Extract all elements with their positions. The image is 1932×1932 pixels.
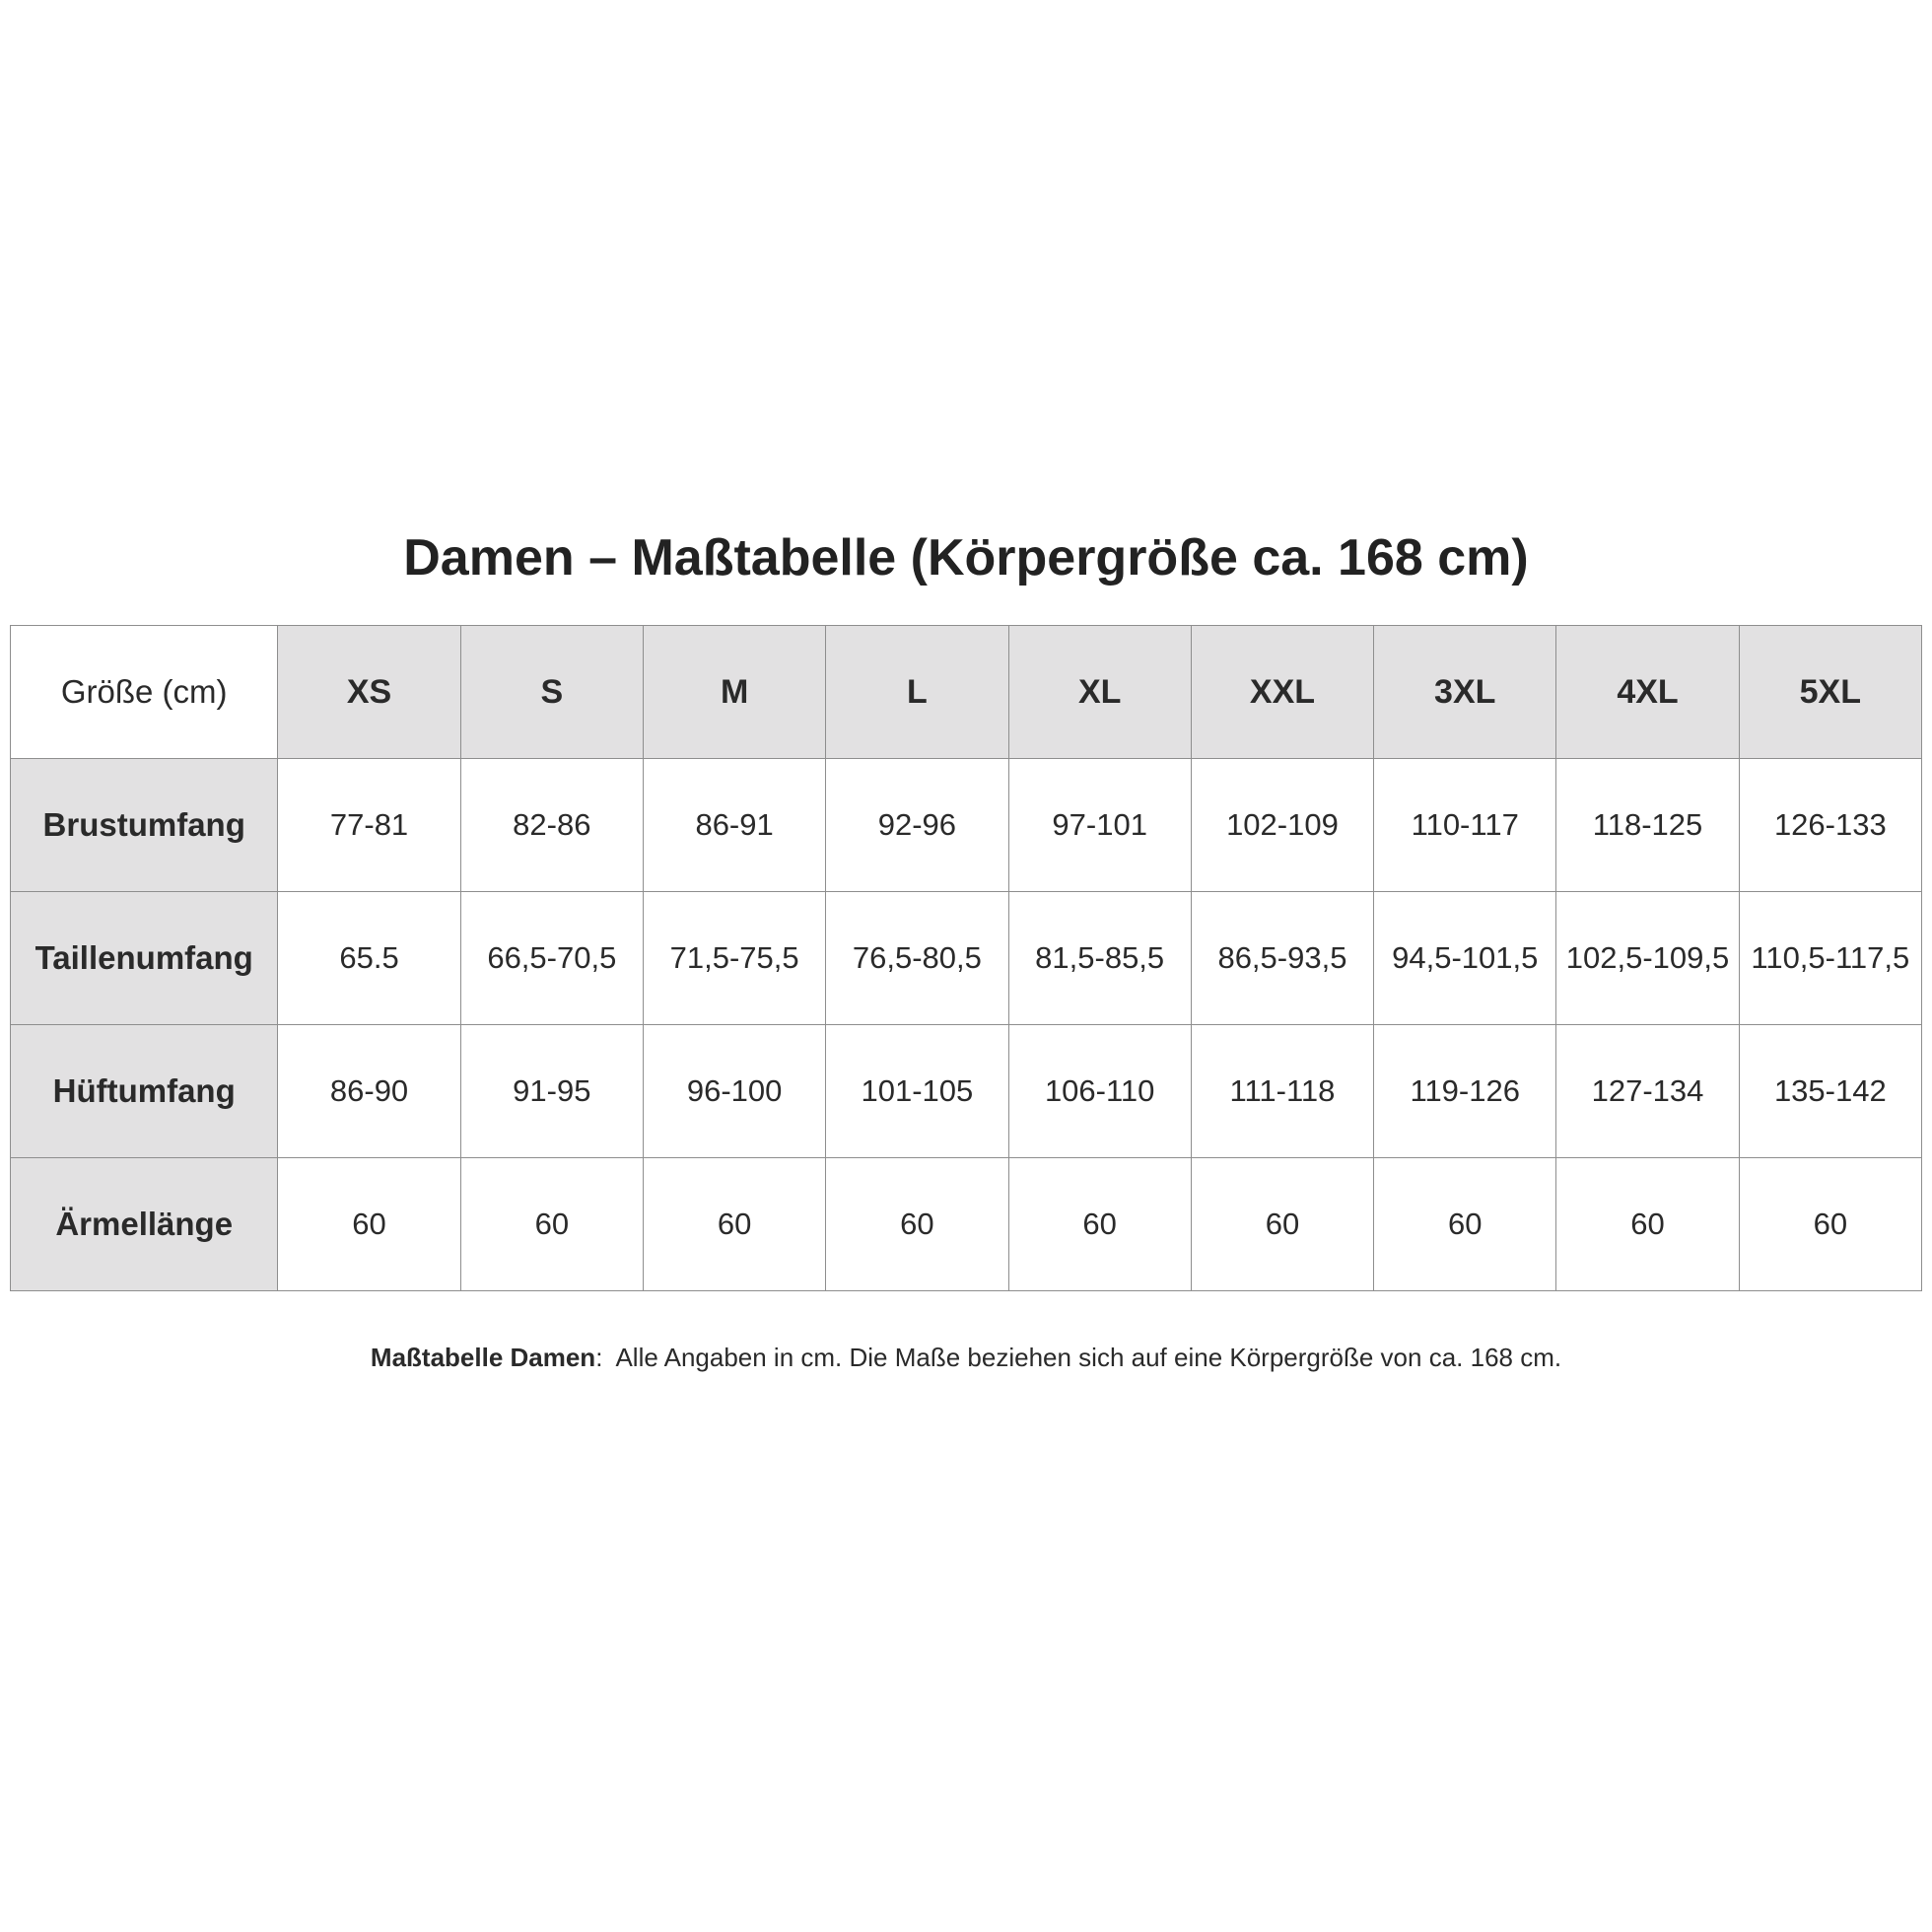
table-row (11, 759, 1922, 892)
table-cell: 60 (1008, 1158, 1191, 1291)
size-header: 4XL (1556, 626, 1739, 759)
table-cell: 66,5-70,5 (460, 892, 643, 1025)
table-cell: 60 (278, 1158, 460, 1291)
row-label: Brustumfang (11, 759, 278, 892)
size-header: XXL (1191, 626, 1373, 759)
table-cell: 86,5-93,5 (1191, 892, 1373, 1025)
table-cell: 135-142 (1739, 1025, 1921, 1158)
table-cell: 126-133 (1739, 759, 1921, 892)
table-cell: 92-96 (826, 759, 1008, 892)
table-cell: 60 (1556, 1158, 1739, 1291)
table-cell: 86-90 (278, 1025, 460, 1158)
table-cell: 91-95 (460, 1025, 643, 1158)
page-title: Damen – Maßtabelle (Körpergröße ca. 168 cm) (403, 529, 1529, 586)
table-cell: 102-109 (1191, 759, 1373, 892)
table-cell: 65.5 (278, 892, 460, 1025)
table-cell: 60 (1191, 1158, 1373, 1291)
row-label: Hüftumfang (11, 1025, 278, 1158)
footnote (0, 1341, 1932, 1374)
table-row (11, 1158, 1922, 1291)
size-header: 3XL (1374, 626, 1556, 759)
table-cell: 60 (1374, 1158, 1556, 1291)
table-cell: 94,5-101,5 (1374, 892, 1556, 1025)
table-cell: 71,5-75,5 (643, 892, 825, 1025)
size-chart-table (10, 625, 1922, 1291)
row-label: Taillenumfang (11, 892, 278, 1025)
table-row (11, 1025, 1922, 1158)
table-row (11, 892, 1922, 1025)
size-header: L (826, 626, 1008, 759)
table-cell: 118-125 (1556, 759, 1739, 892)
size-header: S (460, 626, 643, 759)
table-cell: 60 (643, 1158, 825, 1291)
table-cell: 119-126 (1374, 1025, 1556, 1158)
corner-label: Größe (cm) (11, 626, 278, 759)
table-cell: 110-117 (1374, 759, 1556, 892)
size-header: 5XL (1739, 626, 1921, 759)
size-header: M (643, 626, 825, 759)
table-cell: 77-81 (278, 759, 460, 892)
table-cell: 101-105 (826, 1025, 1008, 1158)
table-cell: 60 (826, 1158, 1008, 1291)
row-label: Ärmellänge (11, 1158, 278, 1291)
size-header: XL (1008, 626, 1191, 759)
table-cell: 76,5-80,5 (826, 892, 1008, 1025)
table-cell: 96-100 (643, 1025, 825, 1158)
table-cell: 82-86 (460, 759, 643, 892)
footnote-separator: : (595, 1343, 616, 1372)
table-cell: 86-91 (643, 759, 825, 892)
table-cell: 102,5-109,5 (1556, 892, 1739, 1025)
table-cell: 60 (1739, 1158, 1921, 1291)
table-cell: 97-101 (1008, 759, 1191, 892)
table-cell: 60 (460, 1158, 643, 1291)
table-cell: 110,5-117,5 (1739, 892, 1921, 1025)
table-cell: 127-134 (1556, 1025, 1739, 1158)
table-cell: 81,5-85,5 (1008, 892, 1191, 1025)
table-cell: 106-110 (1008, 1025, 1191, 1158)
size-header: XS (278, 626, 460, 759)
table-header-row (11, 626, 1922, 759)
footnote-label: Maßtabelle Damen (370, 1343, 596, 1372)
footnote-text: Alle Angaben in cm. Die Maße beziehen sich auf eine Körpergröße von ca. 168 cm. (615, 1343, 1562, 1372)
table-cell: 111-118 (1191, 1025, 1373, 1158)
